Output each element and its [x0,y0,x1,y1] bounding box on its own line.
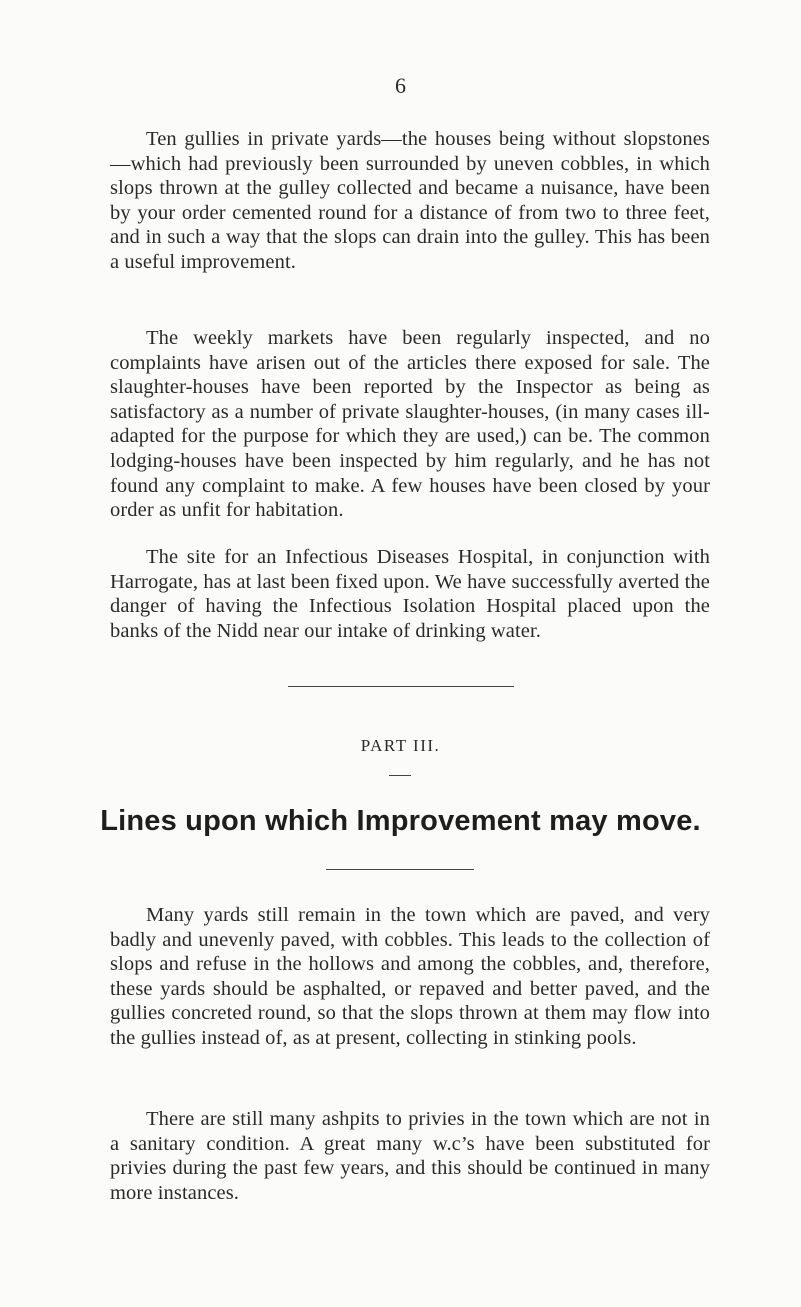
paragraph-markets: The weekly markets have been regularly inspected, and no complaints have arisen out of the articles there exposed for sale. The slaughter-houses have been reported by the Inspector as being as satisfactory as a number of private slaughter-houses, (in many cases ill-adapted for the purpose for which they are used,) can be. The common lodging-houses have been inspected by him regularly, and he has not found any complaint to make. A few houses have been closed by your order as unfit for habitation. [110,327,710,522]
part-label: PART III. [360,736,441,755]
paragraph-ashpits: There are still many ashpits to privies in the town which are not in a sanitary condition. A great many w.c’s have been substituted for privies during the past few years, and this should be continued in many more instances. [110,1108,710,1204]
short-dash-divider [389,775,411,776]
paragraph-yards: Many yards still remain in the town which are paved, and very badly and unevenly paved, with cobbles. This leads to the collection of slops and refuse in the hollows and among the cobbles, and, therefore, these yards should be asphalted, or repaved and better paved, and the gullies concreted round, so that the slops thrown at them may flow into the gullies instead of, as at present, collecting in stinking pools. [110,904,710,1049]
section-heading: Lines upon which Improvement may move. [100,805,701,837]
paragraph-hospital-site: The site for an Infectious Diseases Hospital, in conjunction with Harrogate, has at last been fixed upon. We have successfully averted the danger of having the Infectious Isolation Hospital placed upon the banks of the Nidd near our intake of drinking water. [110,546,710,642]
paragraph-gullies: Ten gullies in private yards—the houses being without slopstones—which had previously been surrounded by uneven cobbles, in which slops thrown at the gulley collected and became a nuisance, have been by your order cemented round for a distance of from two to three feet, and in such a way that the slops can drain into the gulley. This has been a useful improvement. [110,128,710,273]
page-number: 6 [395,73,406,98]
section-divider-bottom [326,869,474,870]
section-divider-top [288,686,514,687]
